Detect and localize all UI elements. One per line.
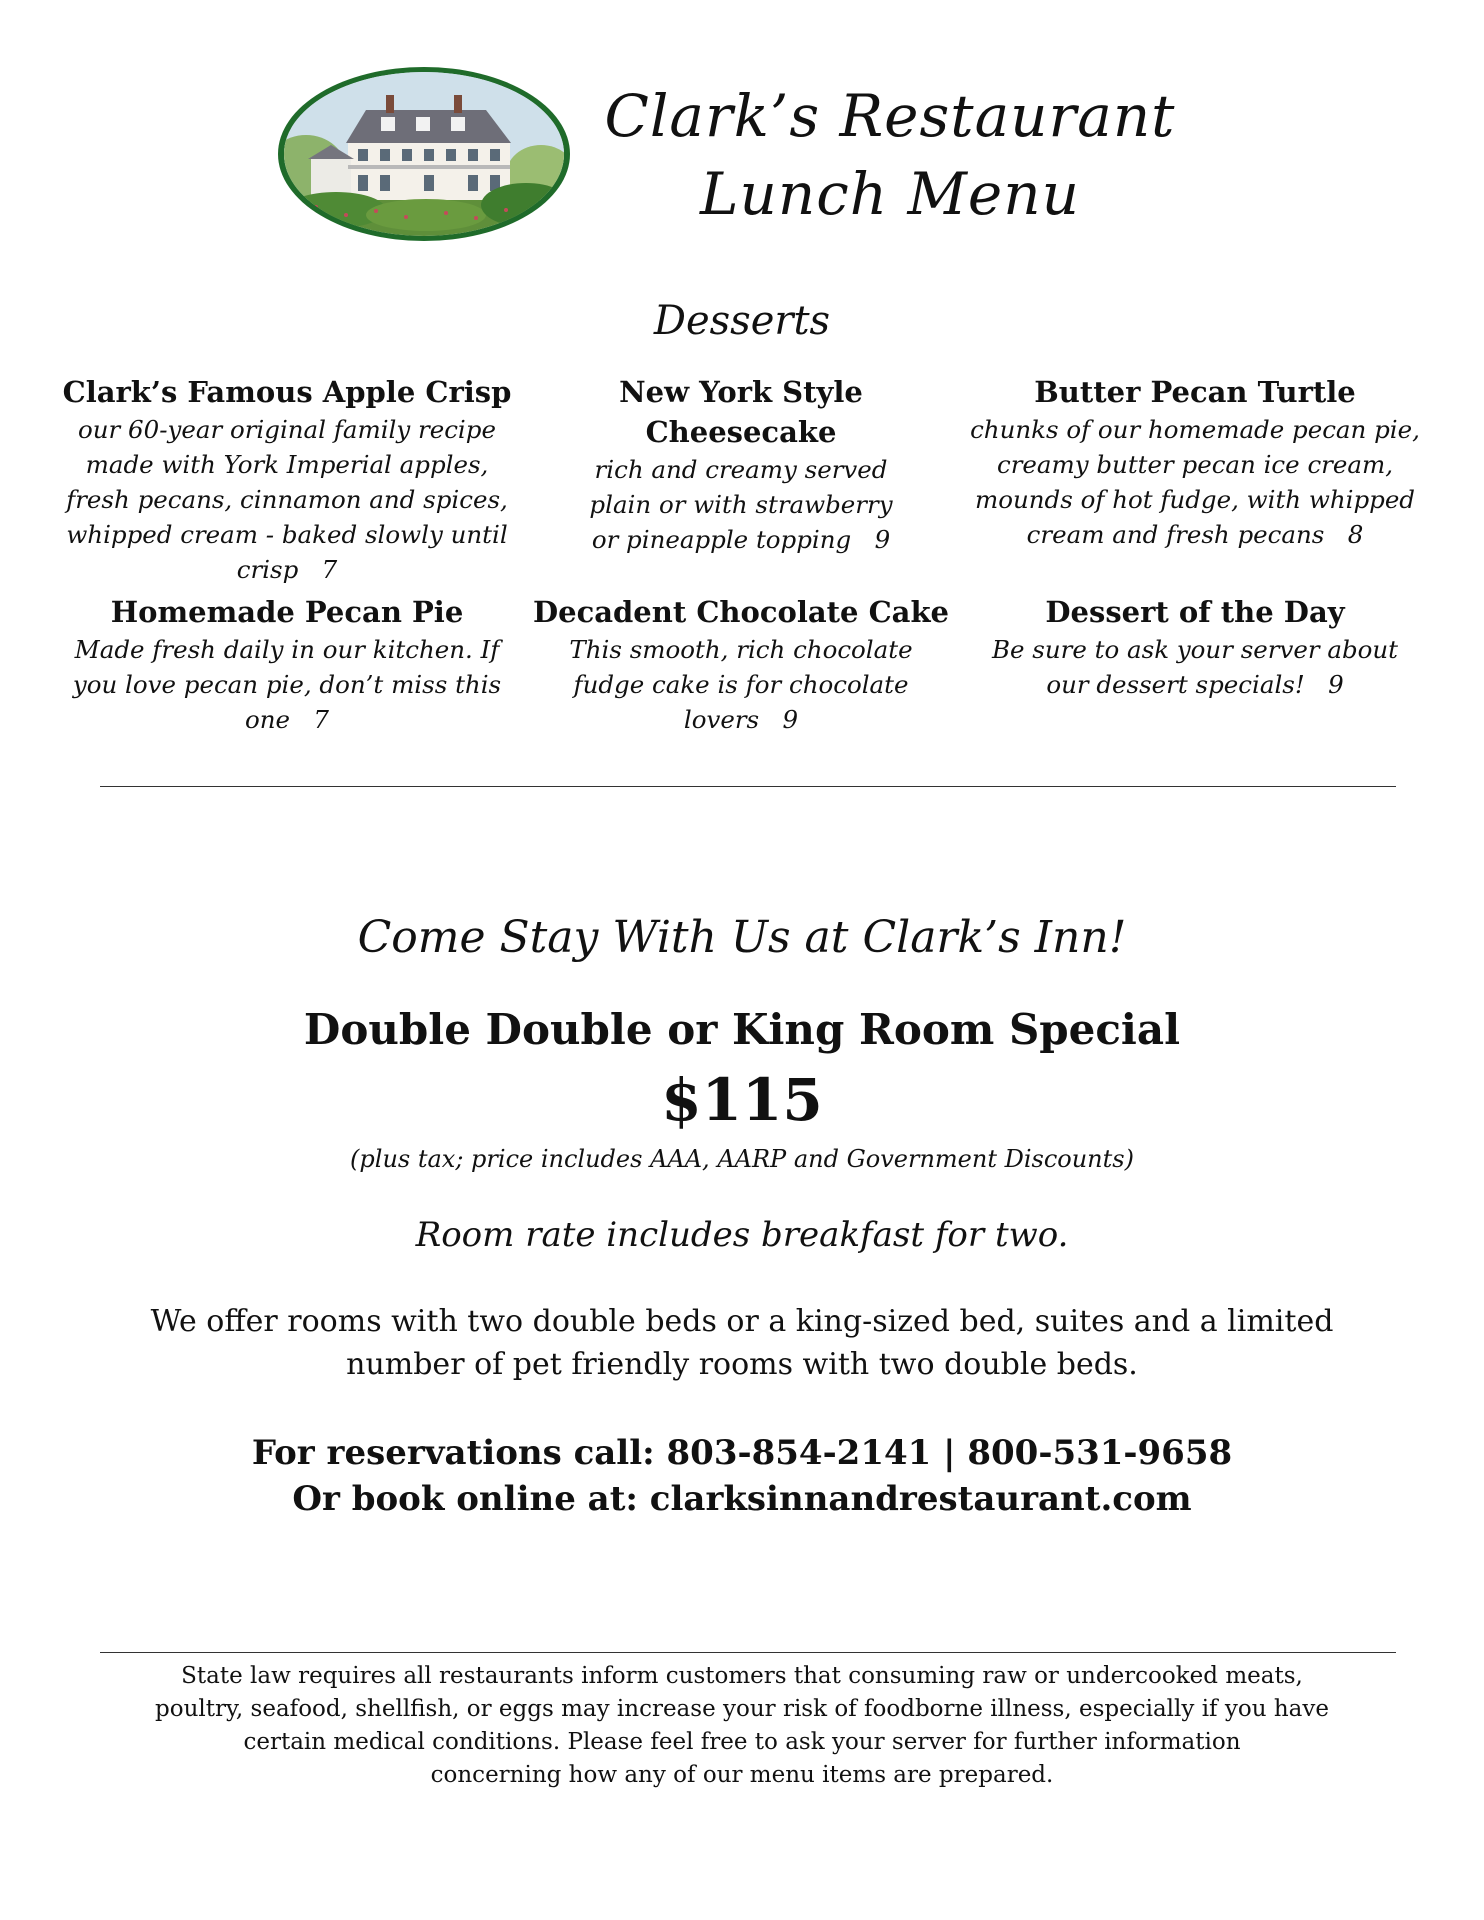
- dessert-item: [60, 592, 514, 737]
- desserts-heading: Desserts: [653, 298, 831, 344]
- dessert-price: 9: [874, 525, 891, 554]
- dessert-name: New York Style Cheesecake: [619, 375, 863, 449]
- inn-house-logo: [276, 65, 572, 243]
- dessert-item: [514, 372, 968, 587]
- dessert-price: 8: [1347, 520, 1364, 549]
- disclaimer-line: State law requires all restaurants inform customers that consuming raw or undercooked meats,: [181, 1663, 1303, 1689]
- rooms-description-line: We offer rooms with two double beds or a king-sized bed, suites and a limited: [150, 1304, 1334, 1339]
- dessert-description: Made fresh daily in our kitchen. If you love pecan pie, don’t miss this one 7: [72, 635, 502, 734]
- rooms-description: [0, 1300, 1484, 1386]
- dessert-name: Homemade Pecan Pie: [110, 595, 464, 629]
- reservation-info: [0, 1430, 1484, 1522]
- dessert-description: This smooth, rich chocolate fudge cake is for chocolate lovers 9: [569, 635, 913, 734]
- dessert-item: [514, 592, 968, 737]
- title-line-lunch-menu: Lunch Menu: [700, 160, 1080, 228]
- dessert-item: [968, 592, 1422, 737]
- dessert-price: 9: [782, 705, 799, 734]
- dessert-price: 9: [1328, 670, 1344, 699]
- divider: [100, 786, 1396, 787]
- disclaimer-line: certain medical conditions. Please feel free to ask your server for further information: [243, 1729, 1241, 1755]
- dessert-name: Butter Pecan Turtle: [1034, 375, 1356, 409]
- reservation-phone: For reservations call: 803-854-2141 | 800-531-9658: [251, 1433, 1233, 1473]
- room-special-title: Double Double or King Room Special: [303, 1005, 1181, 1054]
- disclaimer-line: poultry, seafood, shellfish, or eggs may increase your risk of foodborne illness, especially if you have: [155, 1696, 1329, 1722]
- dessert-item: [968, 372, 1422, 587]
- reservation-website: Or book online at: clarksinnandrestaurant.com: [292, 1479, 1192, 1519]
- room-special-price: $115: [661, 1066, 823, 1134]
- dessert-price: 7: [321, 555, 338, 584]
- dessert-row: [60, 372, 1424, 587]
- divider: [100, 1652, 1396, 1653]
- dessert-name: Clark’s Famous Apple Crisp: [62, 375, 512, 409]
- dessert-description: rich and creamy served plain or with strawberry or pineapple topping 9: [589, 455, 893, 554]
- inn-heading: Come Stay With Us at Clark’s Inn!: [357, 912, 1127, 963]
- dessert-name: Dessert of the Day: [1045, 595, 1345, 629]
- dessert-row: [60, 592, 1424, 737]
- dessert-description: chunks of our homemade pecan pie, creamy butter pecan ice cream, mounds of hot fudge, with whipped cream and fresh pecans 8: [970, 415, 1420, 549]
- page-title: [540, 77, 1240, 233]
- dessert-price: 7: [313, 705, 329, 734]
- dessert-name: Decadent Chocolate Cake: [532, 595, 950, 629]
- disclaimer-line: concerning how any of our menu items are prepared.: [430, 1762, 1054, 1788]
- breakfast-note: Room rate includes breakfast for two.: [415, 1215, 1069, 1255]
- title-line-restaurant: Clark’s Restaurant: [604, 82, 1176, 150]
- dessert-description: our 60-year original family recipe made with York Imperial apples, fresh pecans, cinnamon and spices, whipped cream - baked slowly until crisp 7: [66, 415, 508, 584]
- menu-header: [0, 55, 1484, 255]
- dessert-description: Be sure to ask your server about our dessert specials! 9: [992, 635, 1398, 699]
- rooms-description-line: number of pet friendly rooms with two double beds.: [346, 1347, 1138, 1382]
- discount-note: (plus tax; price includes AAA, AARP and Government Discounts): [350, 1145, 1134, 1173]
- dessert-item: [60, 372, 514, 587]
- food-safety-disclaimer: [140, 1660, 1344, 1792]
